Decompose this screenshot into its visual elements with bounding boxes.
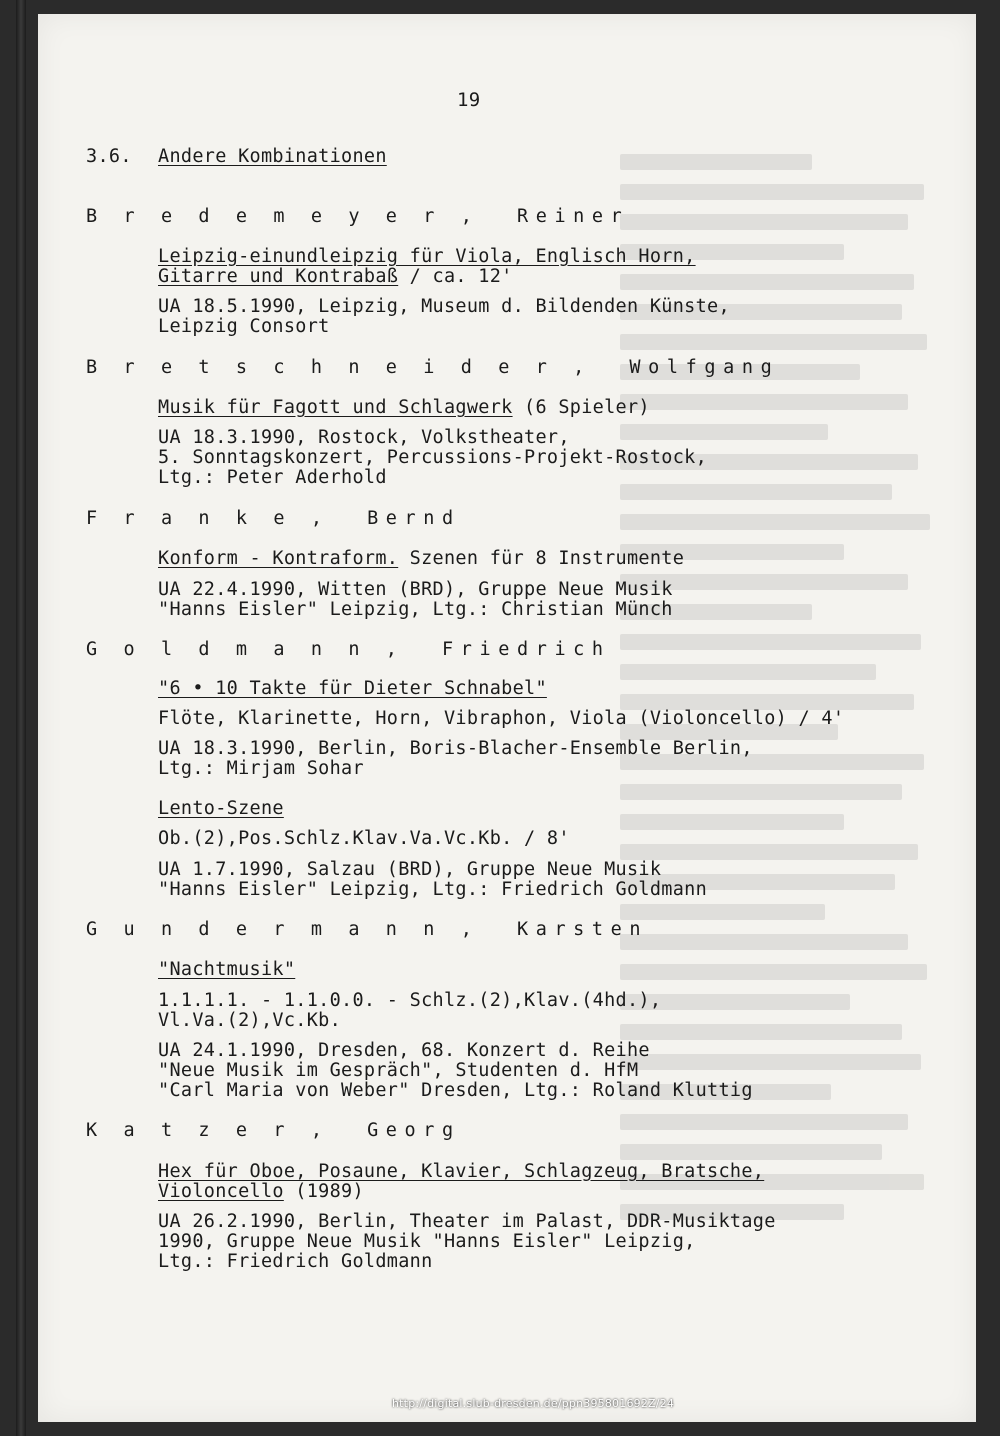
premiere-details: UA 24.1.1990, Dresden, 68. Konzert d. Reihe [158,1040,650,1061]
premiere-details: Ltg.: Friedrich Goldmann [158,1251,433,1272]
work-title-suffix: (6 Spieler) [512,397,650,418]
scan-edge [16,0,26,1436]
work-title [158,398,650,418]
premiere-details: "Hanns Eisler" Leipzig, Ltg.: Friedrich Goldmann [158,879,708,900]
premiere-details: Ltg.: Mirjam Sohar [158,758,364,779]
work-title: Lento-Szene [158,798,284,819]
instrumentation: Flöte, Klarinette, Horn, Vibraphon, Viola (Violoncello) / 4' [158,708,845,729]
premiere-details: Ltg.: Peter Aderhold [158,467,387,488]
work-title [158,1182,364,1202]
source-url[interactable]: http://digital.slub-dresden.de/ppn395801692Z/24 [392,1397,675,1410]
premiere-details: UA 22.4.1990, Witten (BRD), Gruppe Neue Musik [158,579,673,600]
premiere-details: UA 26.2.1990, Berlin, Theater im Palast, DDR-Musiktage [158,1211,776,1232]
work-title-line: Gitarre und Kontrabaß [158,266,399,287]
premiere-details: UA 18.3.1990, Rostock, Volkstheater, [158,427,570,448]
work-title: Leipzig-einundleipzig für Viola, Englisch Horn, [158,246,696,267]
work-title [158,549,684,569]
premiere-details: Leipzig Consort [158,316,330,337]
instrumentation: 1.1.1.1. - 1.1.0.0. - Schlz.(2),Klav.(4hd.), [158,990,662,1011]
premiere-details: UA 18.5.1990, Leipzig, Museum d. Bildenden Künste, [158,296,730,317]
instrumentation: Vl.Va.(2),Vc.Kb. [158,1010,342,1031]
premiere-details: 1990, Gruppe Neue Musik "Hanns Eisler" Leipzig, [158,1231,696,1252]
premiere-details: "Neue Musik im Gespräch", Studenten d. HfM [158,1060,639,1081]
premiere-details: 5. Sonntagskonzert, Percussions-Projekt-Rostock, [158,447,708,468]
work-title-text: Musik für Fagott und Schlagwerk [158,397,513,418]
page-number: 19 [457,89,481,111]
instrumentation: Ob.(2),Pos.Schlz.Klav.Va.Vc.Kb. / 8' [158,828,570,849]
work-title-line: Violoncello [158,1181,284,1202]
work-title-suffix: / ca. 12' [398,266,513,287]
work-title: "Nachtmusik" [158,959,296,980]
section-number: 3.6. [86,146,132,167]
work-title-text: Konform - Kontraform. [158,548,399,569]
premiere-details: UA 18.3.1990, Berlin, Boris-Blacher-Ensemble Berlin, [158,738,753,759]
composer-name: B r e t s c h n e i d e r , Wolfgang [86,357,780,378]
work-title [158,267,513,287]
premiere-details: UA 1.7.1990, Salzau (BRD), Gruppe Neue Musik [158,859,662,880]
work-title-suffix: Szenen für 8 Instrumente [398,548,685,569]
premiere-details: "Hanns Eisler" Leipzig, Ltg.: Christian Münch [158,599,673,620]
composer-name: K a t z e r , Georg [86,1120,461,1141]
work-title: Hex für Oboe, Posaune, Klavier, Schlagzeug, Bratsche, [158,1161,765,1182]
work-title-suffix: (1989) [283,1181,364,1202]
composer-name: G o l d m a n n , Friedrich [86,639,611,660]
section-title: Andere Kombinationen [158,146,387,167]
premiere-details: "Carl Maria von Weber" Dresden, Ltg.: Roland Kluttig [158,1080,753,1101]
work-title: "6 • 10 Takte für Dieter Schnabel" [158,678,547,699]
composer-name: G u n d e r m a n n , Karsten [86,919,649,940]
composer-name: B r e d e m e y e r , Reiner [86,206,630,227]
composer-name: F r a n k e , Bernd [86,508,461,529]
